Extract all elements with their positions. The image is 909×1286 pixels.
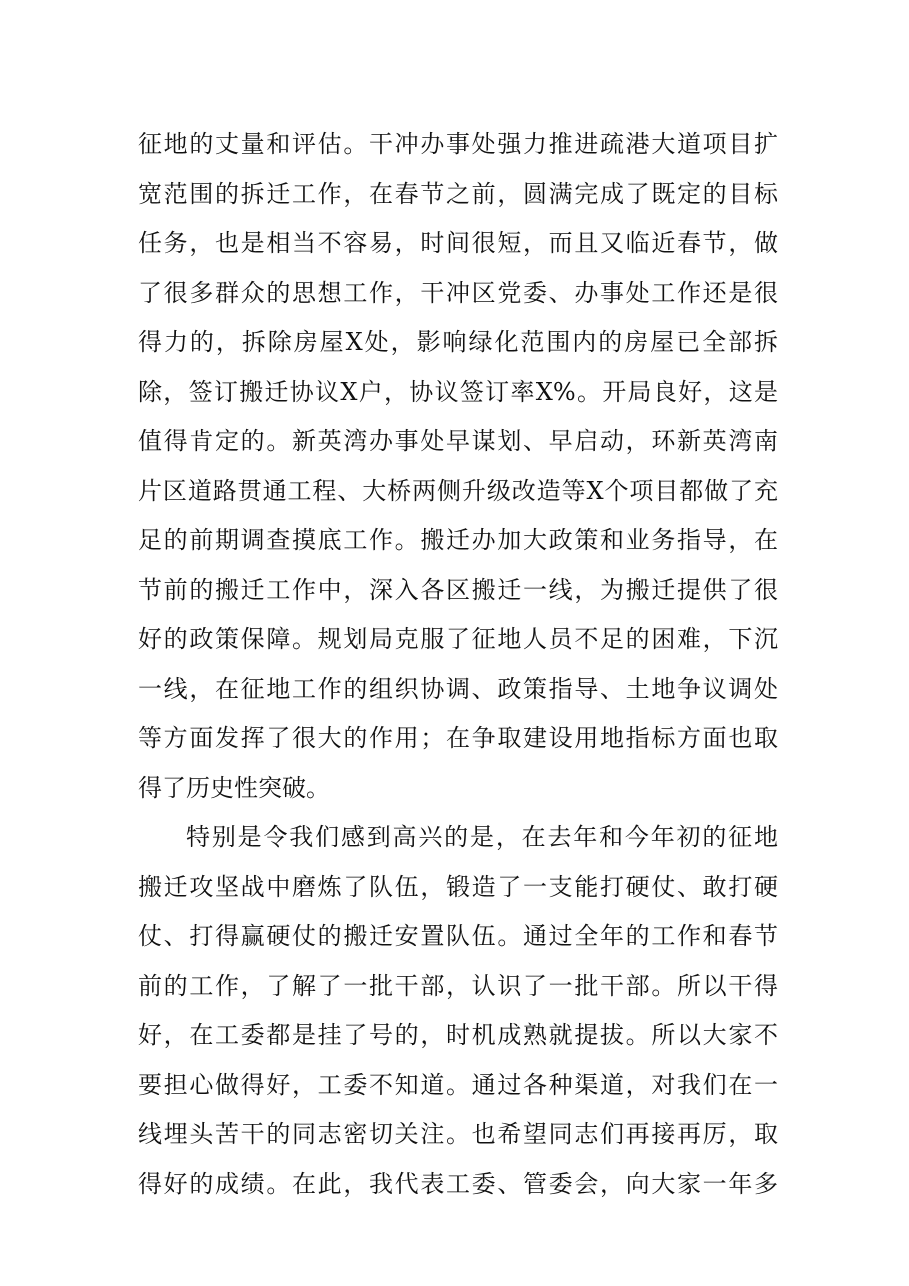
paragraph-line: 足的前期调查摸底工作。搬迁办加大政策和业务指导，在 bbox=[138, 526, 778, 554]
paragraph-line: 要担心做得好，工委不知道。通过各种渠道，对我们在一 bbox=[138, 1070, 778, 1099]
paragraph-2 bbox=[138, 813, 778, 1209]
paragraph-line: 好的政策保障。规划局克服了征地人员不足的困难，下沉 bbox=[138, 625, 778, 653]
paragraph-line: 宽范围的拆迁工作，在春节之前，圆满完成了既定的目标 bbox=[138, 179, 778, 208]
paragraph-line: 片区道路贯通工程、大桥两侧升级改造等X个项目都做了充 bbox=[138, 476, 778, 505]
paragraph-line: 好，在工委都是挂了号的，时机成熟就提拔。所以大家不 bbox=[138, 1021, 778, 1049]
paragraph-1 bbox=[138, 120, 778, 813]
paragraph-line: 得力的，拆除房屋X处，影响绿化范围内的房屋已全部拆 bbox=[138, 328, 778, 356]
paragraph-line: 任务，也是相当不容易，时间很短，而且又临近春节，做 bbox=[138, 229, 778, 257]
paragraph-line: 搬迁攻坚战中磨炼了队伍，锻造了一支能打硬仗、敢打硬 bbox=[138, 872, 778, 901]
paragraph-line: 节前的搬迁工作中，深入各区搬迁一线，为搬迁提供了很 bbox=[138, 575, 778, 604]
document-body bbox=[138, 120, 778, 1209]
paragraph-line: 征地的丈量和评估。干冲办事处强力推进疏港大道项目扩 bbox=[138, 130, 778, 158]
paragraph-line: 得了历史性突破。 bbox=[138, 773, 330, 802]
paragraph-line: 前的工作，了解了一批干部，认识了一批干部。所以干得 bbox=[138, 971, 778, 1000]
paragraph-line: 值得肯定的。新英湾办事处早谋划、早启动，环新英湾南 bbox=[138, 427, 778, 455]
paragraph-line: 除，签订搬迁协议X户，协议签订率X%。开局良好，这是 bbox=[138, 377, 778, 406]
paragraph-line: 特别是令我们感到高兴的是，在去年和今年初的征地 bbox=[186, 823, 778, 851]
paragraph-line: 等方面发挥了很大的作用；在争取建设用地指标方面也取 bbox=[138, 724, 778, 752]
paragraph-line: 了很多群众的思想工作，干冲区党委、办事处工作还是很 bbox=[138, 278, 778, 307]
paragraph-line: 得好的成绩。在此，我代表工委、管委会，向大家一年多 bbox=[138, 1169, 778, 1198]
paragraph-line: 线埋头苦干的同志密切关注。也希望同志们再接再厉，取 bbox=[138, 1120, 778, 1148]
paragraph-line: 一线，在征地工作的组织协调、政策指导、土地争议调处 bbox=[138, 674, 778, 703]
paragraph-line: 仗、打得赢硬仗的搬迁安置队伍。通过全年的工作和春节 bbox=[138, 922, 778, 950]
